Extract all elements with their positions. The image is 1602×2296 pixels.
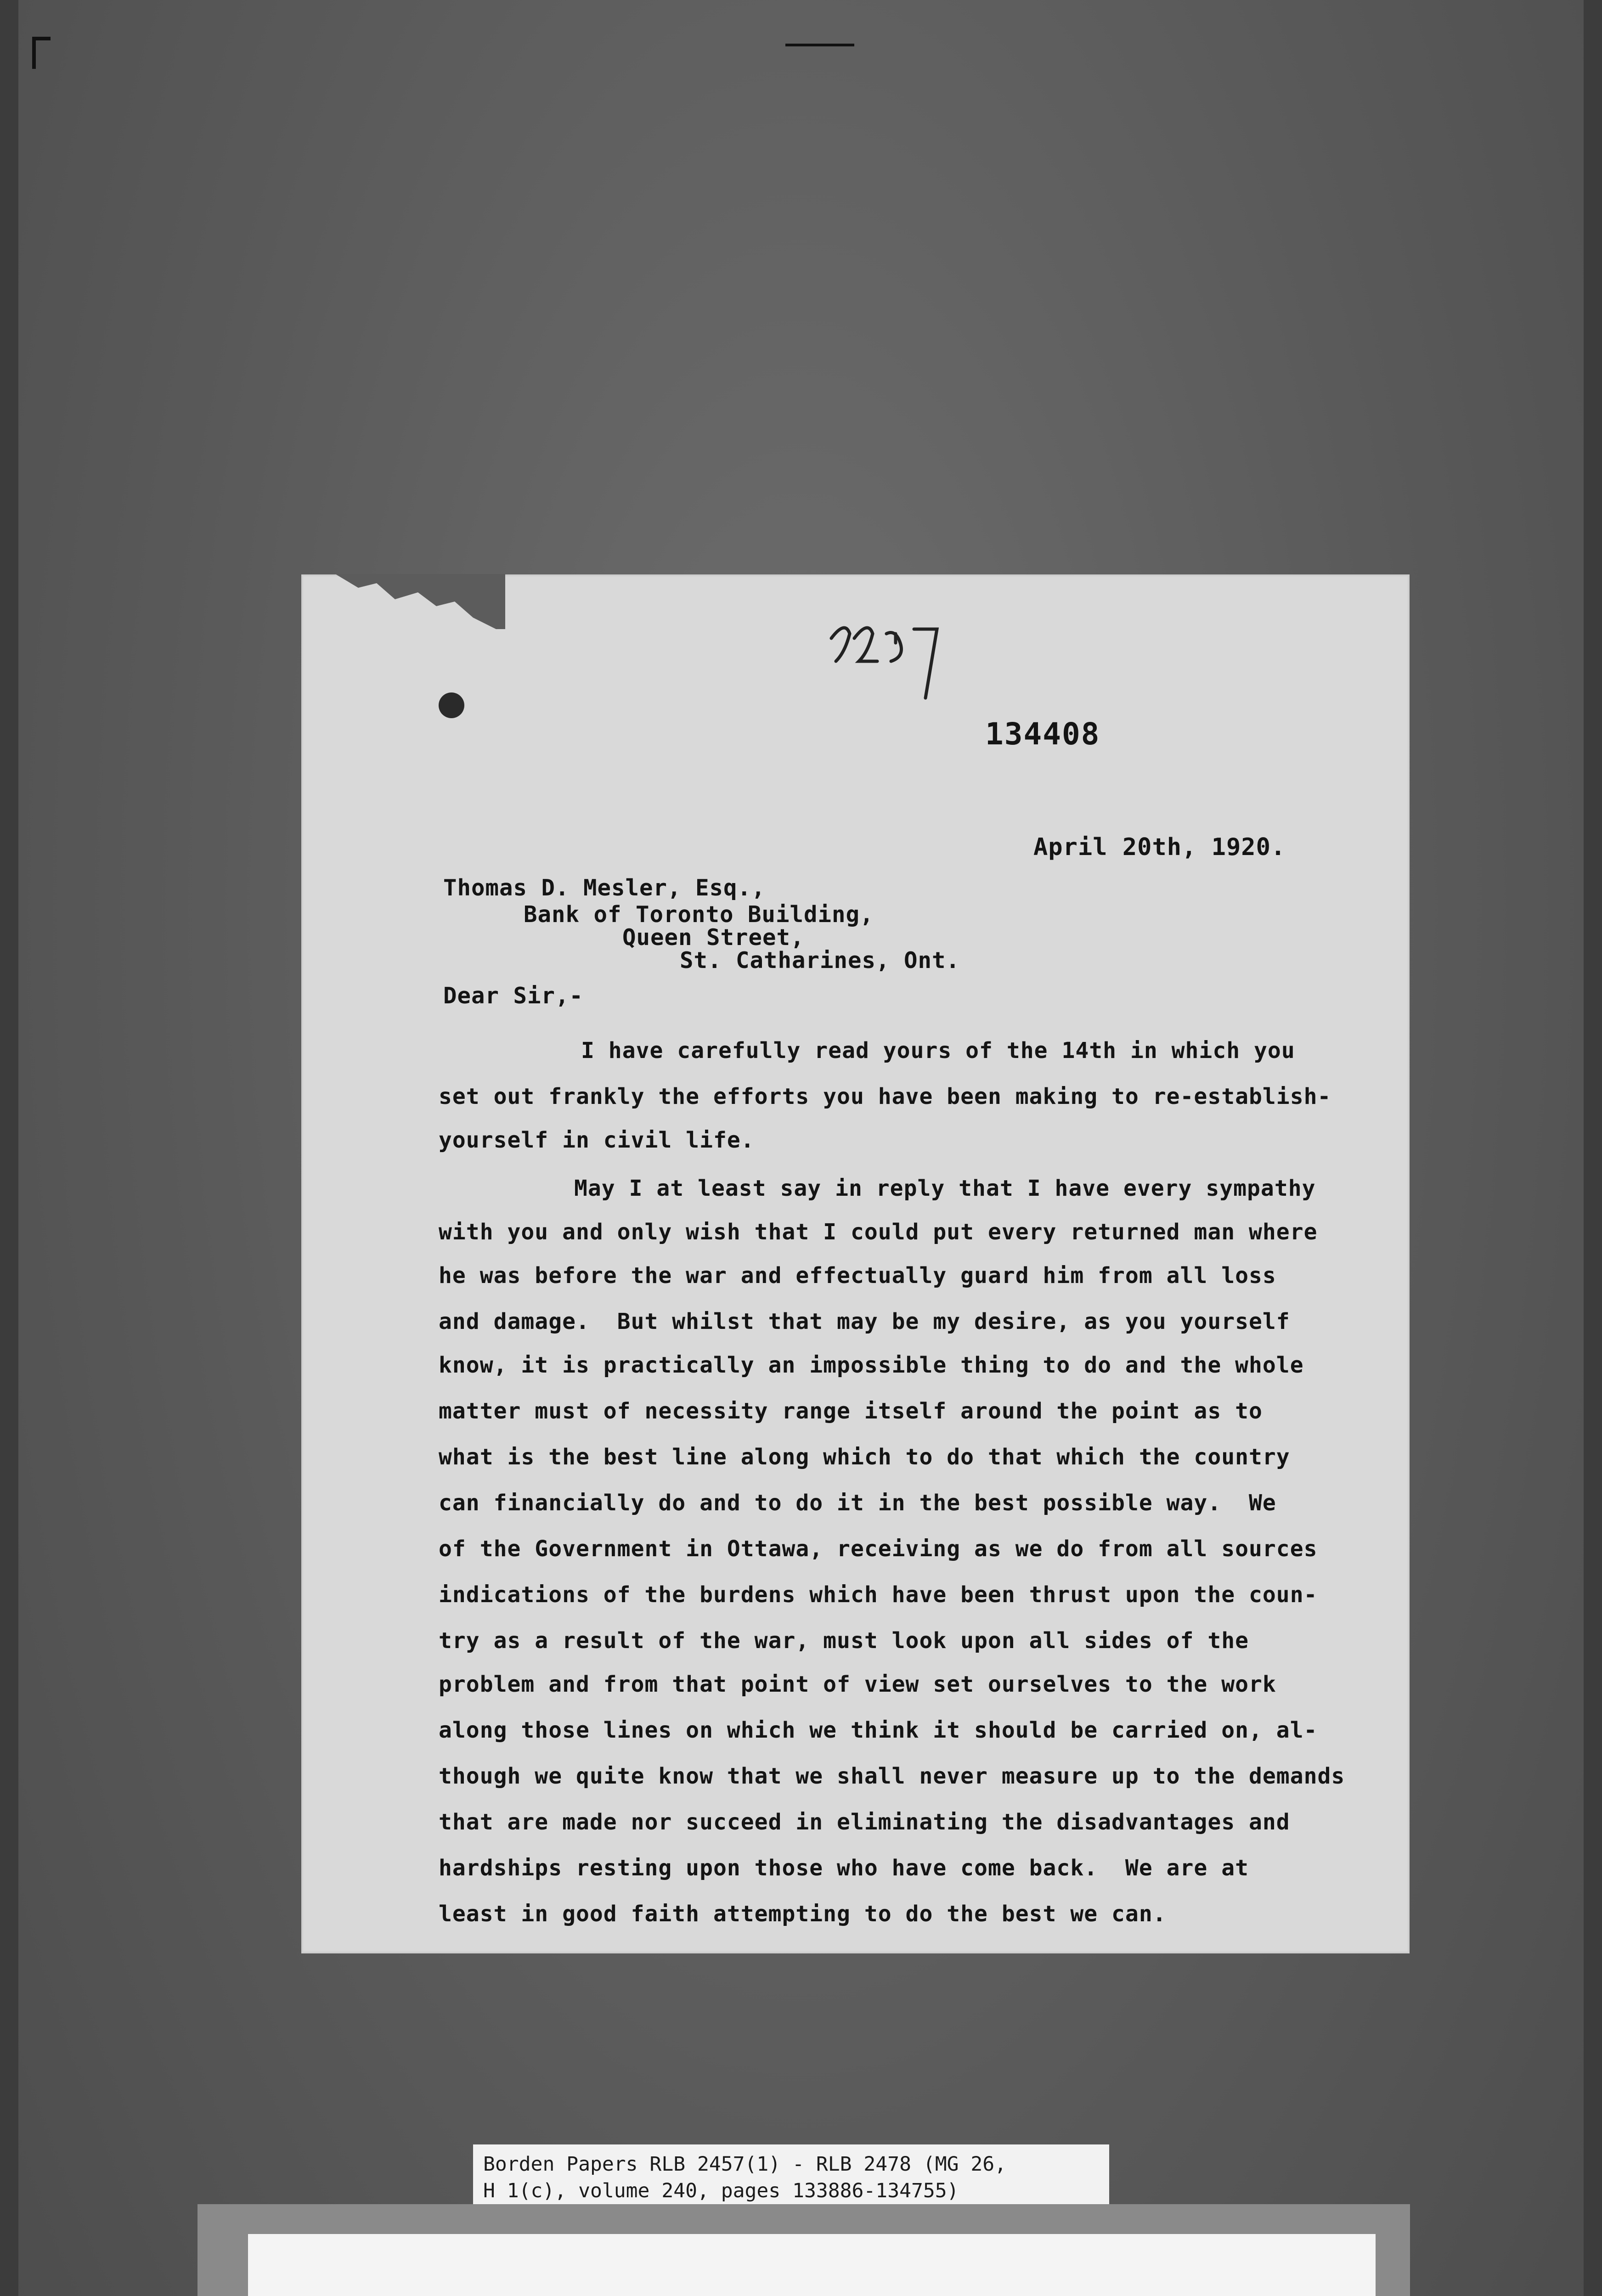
punch-hole <box>439 692 464 718</box>
body-line: though we quite know that we shall never measure up to the demands <box>439 1763 1345 1789</box>
body-line: that are made nor succeed in eliminating the disadvantages and <box>439 1809 1290 1835</box>
body-line: May I at least say in reply that I have every sympathy <box>574 1176 1316 1201</box>
handwritten-number <box>827 611 946 703</box>
reference-line: H 1(c), volume 240, pages 133886-134755) <box>483 2179 959 2202</box>
body-line: matter must of necessity range itself around the point as to <box>439 1398 1263 1424</box>
body-line: of the Government in Ottawa, receiving as we do from all sources <box>439 1536 1318 1562</box>
body-line: along those lines on which we think it should be carried on, al- <box>439 1717 1318 1743</box>
body-line: yourself in civil life. <box>439 1127 755 1153</box>
salutation: Dear Sir,- <box>443 983 584 1009</box>
body-line: what is the best line along which to do that which the country <box>439 1444 1290 1470</box>
reference-card <box>473 2144 1109 2213</box>
reference-line: Borden Papers RLB 2457(1) - RLB 2478 (MG 26, <box>483 2153 1007 2176</box>
body-line: hardships resting upon those who have come back. We are at <box>439 1855 1249 1881</box>
torn-corner <box>303 574 505 652</box>
letter-date: April 20th, 1920. <box>1033 833 1286 861</box>
body-line: know, it is practically an impossible thing to do and the whole <box>439 1352 1304 1378</box>
frame-top-mark <box>785 44 854 46</box>
body-line: with you and only wish that I could put every returned man where <box>439 1219 1318 1245</box>
address-line: Thomas D. Mesler, Esq., <box>443 875 766 901</box>
body-line: and damage. But whilst that may be my desire, as you yourself <box>439 1309 1290 1334</box>
film-edge-right <box>1584 0 1602 2296</box>
film-edge-left <box>0 0 18 2296</box>
body-line: I have carefully read yours of the 14th in which you <box>581 1038 1295 1064</box>
frame-corner-mark <box>32 37 36 69</box>
document-number: 134408 <box>985 716 1100 752</box>
body-line: he was before the war and effectually guard him from all loss <box>439 1263 1276 1289</box>
address-line: Bank of Toronto Building, <box>524 901 874 928</box>
address-line: Queen Street, <box>622 924 805 951</box>
body-line: indications of the burdens which have been thrust upon the coun- <box>439 1582 1318 1608</box>
body-line: set out frankly the efforts you have been making to re-establish- <box>439 1084 1331 1109</box>
body-line: problem and from that point of view set ourselves to the work <box>439 1671 1276 1697</box>
address-line: St. Catharines, Ont. <box>680 947 960 974</box>
body-line: can financially do and to do it in the best possible way. We <box>439 1490 1276 1516</box>
body-line: least in good faith attempting to do the best we can. <box>439 1901 1167 1927</box>
frame-corner-mark <box>32 37 51 40</box>
archives-card <box>248 2234 1376 2296</box>
body-line: try as a result of the war, must look upon all sides of the <box>439 1628 1249 1654</box>
